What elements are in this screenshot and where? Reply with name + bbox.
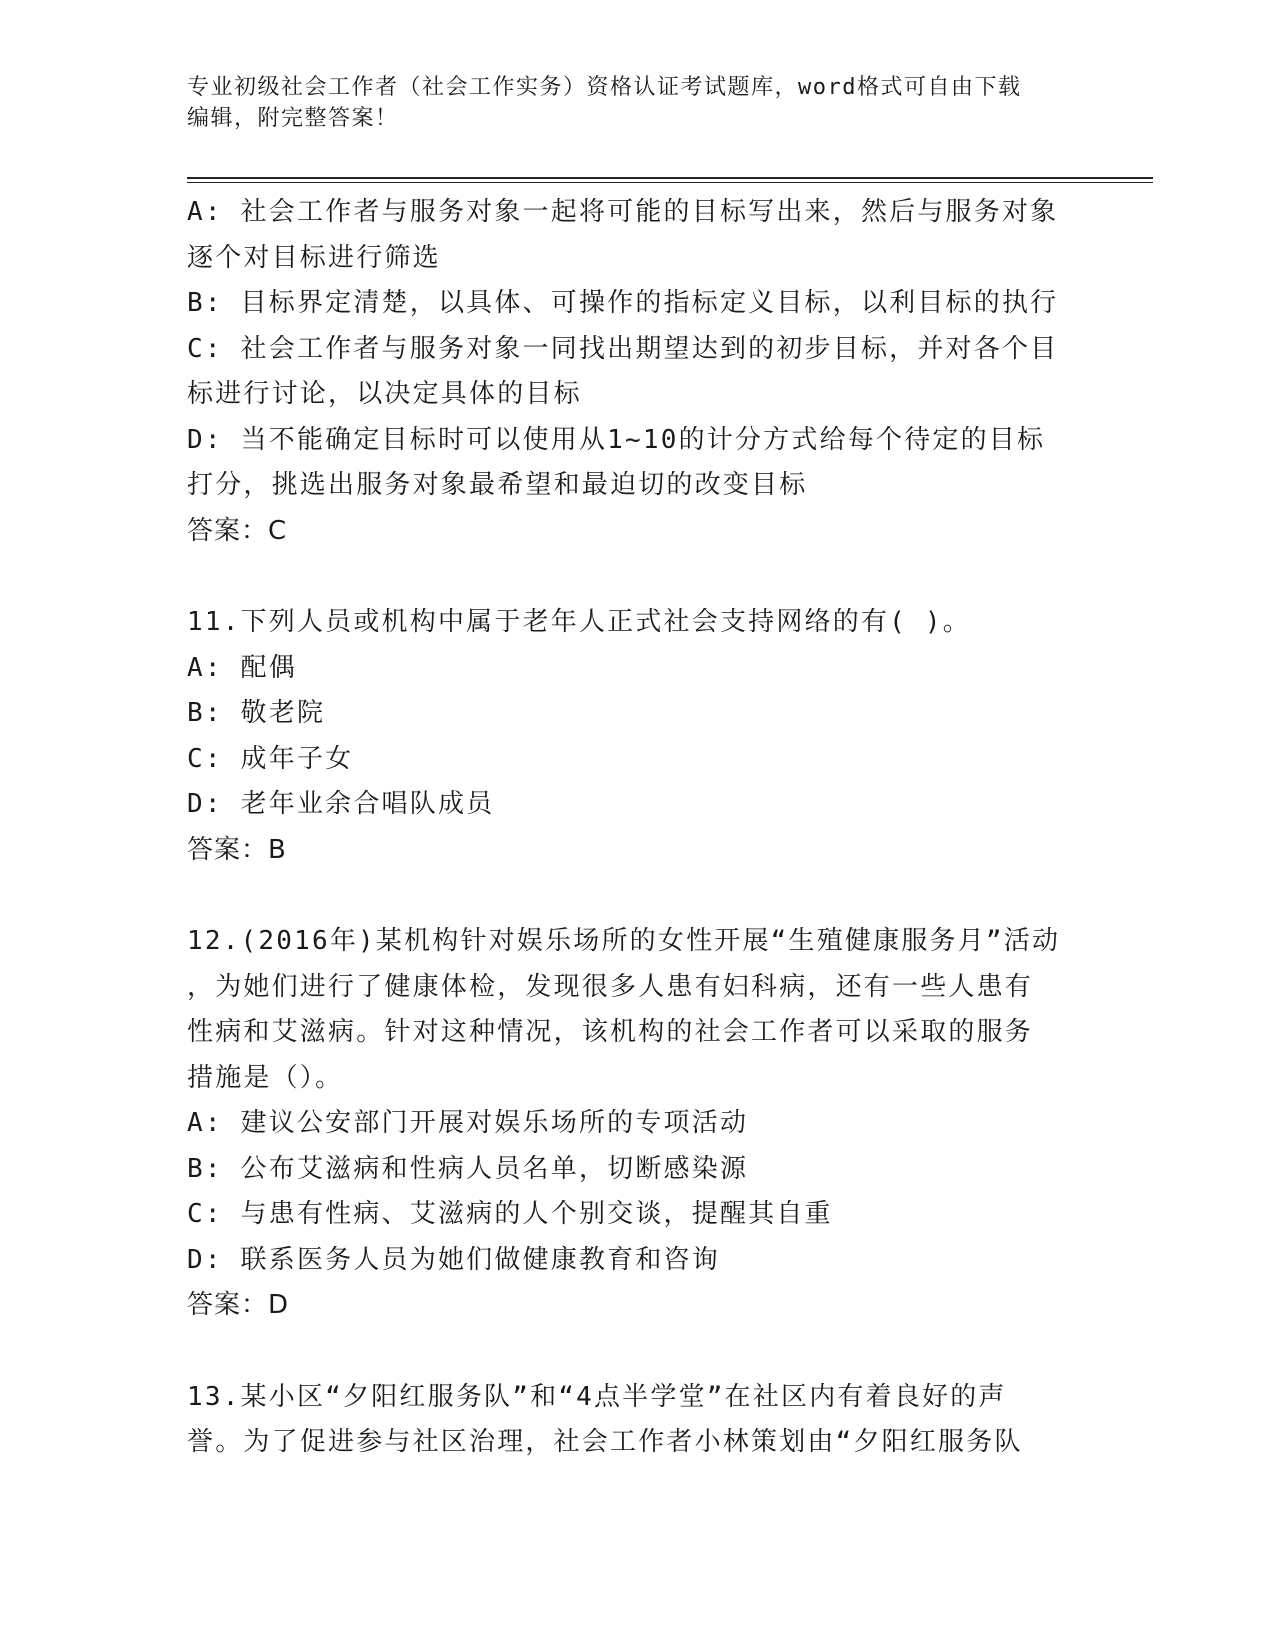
answer-line: 答案：B xyxy=(187,834,287,865)
option-c: C: 成年子女 xyxy=(187,743,354,774)
header-divider-thick xyxy=(187,177,1153,179)
answer-line: 答案：D xyxy=(187,1290,290,1320)
document-header xyxy=(187,72,1067,134)
question-stem-line-3: 性病和艾滋病。针对这种情况，该机构的社会工作者可以采取的服务 xyxy=(187,1017,1034,1047)
option-d-line-2: 打分，挑选出服务对象最希望和最迫切的改变目标 xyxy=(187,470,808,500)
spacer xyxy=(187,554,1087,600)
question-11 xyxy=(187,600,1087,873)
option-b: B: 公布艾滋病和性病人员名单，切断感染源 xyxy=(187,1153,749,1184)
question-stem-line-2: 誉。为了促进参与社区治理，社会工作者小林策划由“夕阳红服务队 xyxy=(187,1427,1023,1457)
question-stem: 11.下列人员或机构中属于老年人正式社会支持网络的有( )。 xyxy=(187,607,971,637)
option-a: A: 建议公安部门开展对娱乐场所的专项活动 xyxy=(187,1108,749,1138)
option-d: D: 联系医务人员为她们做健康教育和咨询 xyxy=(187,1244,720,1275)
spacer xyxy=(187,1329,1087,1375)
answer-line: 答案：C xyxy=(187,515,288,546)
option-c-line-1: C: 社会工作者与服务对象一同找出期望达到的初步目标，并对各个目 xyxy=(187,333,1059,364)
question-12 xyxy=(187,919,1087,1329)
question-stem-line-1: 13.某小区“夕阳红服务队”和“4点半学堂”在社区内有着良好的声 xyxy=(187,1381,1007,1412)
header-title-line-1: 专业初级社会工作者（社会工作实务）资格认证考试题库，word格式可自由下载 xyxy=(187,75,1022,100)
question-content xyxy=(187,190,1087,1466)
option-d: D: 老年业余合唱队成员 xyxy=(187,789,495,819)
question-10-options xyxy=(187,190,1087,554)
option-d-line-1: D: 当不能确定目标时可以使用从1~10的计分方式给每个待定的目标 xyxy=(187,424,1046,455)
question-stem-line-4: 措施是（）。 xyxy=(187,1062,344,1093)
header-title-line-2: 编辑，附完整答案！ xyxy=(187,106,399,131)
option-b: B: 目标界定清楚，以具体、可操作的指标定义目标，以利目标的执行 xyxy=(187,288,1059,318)
option-a-line-1: A: 社会工作者与服务对象一起将可能的目标写出来，然后与服务对象 xyxy=(187,197,1059,227)
option-b: B: 敬老院 xyxy=(187,698,326,728)
header-divider-thin xyxy=(187,182,1153,183)
spacer xyxy=(187,873,1087,919)
option-c-line-2: 标进行讨论，以决定具体的目标 xyxy=(187,379,582,409)
question-stem-line-1: 12.(2016年)某机构针对娱乐场所的女性开展“生殖健康服务月”活动 xyxy=(187,926,1061,956)
option-a-line-2: 逐个对目标进行筛选 xyxy=(187,242,441,273)
option-a: A: 配偶 xyxy=(187,652,297,683)
question-stem-line-2: ，为她们进行了健康体检，发现很多人患有妇科病，还有一些人患有 xyxy=(187,971,1034,1002)
question-13 xyxy=(187,1375,1087,1466)
option-c: C: 与患有性病、艾滋病的人个别交谈，提醒其自重 xyxy=(187,1199,833,1229)
